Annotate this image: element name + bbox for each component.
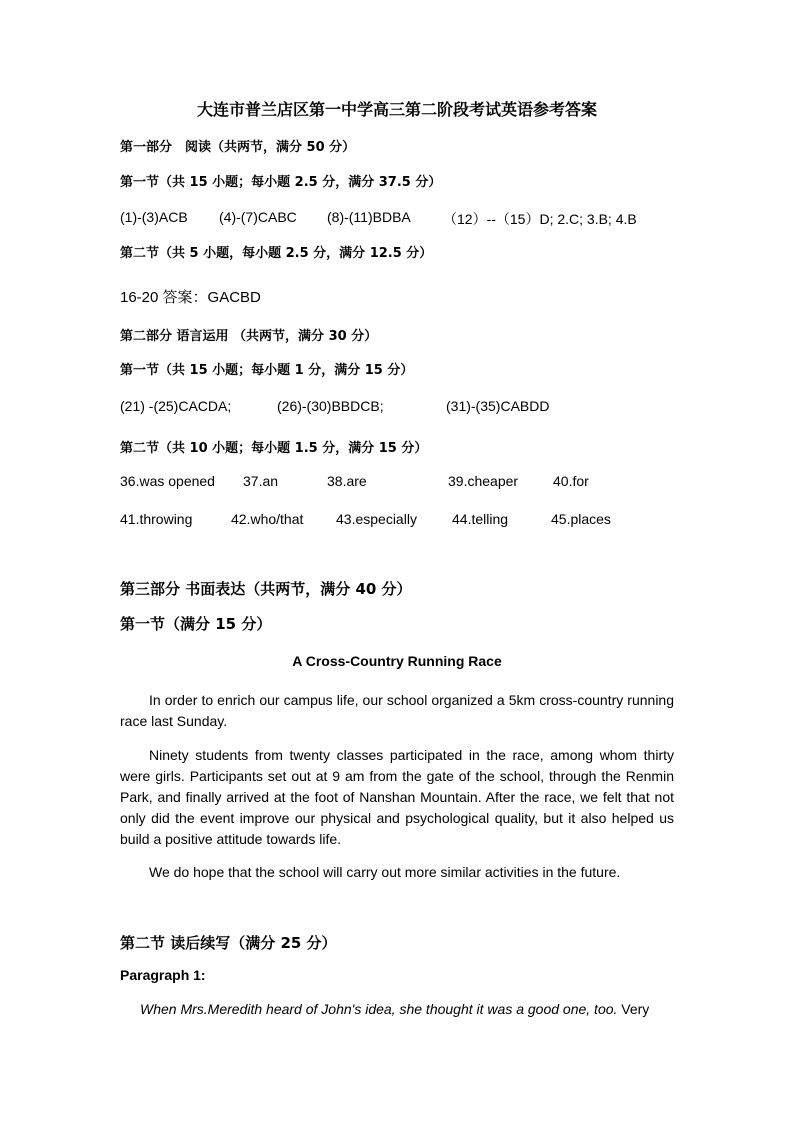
essay-title: A Cross-Country Running Race xyxy=(292,653,502,669)
answer-45: 45.places xyxy=(551,511,611,527)
part3-sec1-heading: 第一节（满分 15 分） xyxy=(120,615,272,633)
continuation-plain-text: Very xyxy=(617,1001,650,1017)
continuation-italic-text: When Mrs.Meredith heard of John's idea, she thought it was a good one, too. xyxy=(140,1001,618,1017)
answer-8-11: (8)-(11)BDBA xyxy=(327,209,411,225)
page-title: 大连市普兰店区第一中学高三第二阶段考试英语参考答案 xyxy=(196,100,597,119)
continuation-paragraph xyxy=(120,999,674,1020)
part3-sec2-heading: 第二节 读后续写（满分 25 分） xyxy=(120,934,337,952)
answer-26-30: (26)-(30)BBDCB; xyxy=(277,398,384,414)
answer-38: 38.are xyxy=(327,473,367,489)
paragraph-1-label: Paragraph 1: xyxy=(120,967,206,983)
part1-heading: 第一部分 阅读（共两节，满分 50 分） xyxy=(120,140,356,155)
answer-21-25: (21) -(25)CACDA; xyxy=(120,398,232,414)
part2-heading: 第二部分 语言运用 （共两节，满分 30 分） xyxy=(120,329,378,344)
answer-16-20: 16-20 答案：GACBD xyxy=(120,289,261,306)
part3-heading: 第三部分 书面表达（共两节，满分 40 分） xyxy=(120,580,412,598)
answer-44: 44.telling xyxy=(452,511,509,527)
answer-36: 36.was opened xyxy=(120,473,215,489)
answer-43: 43.especially xyxy=(336,511,417,527)
answer-40: 40.for xyxy=(553,473,589,489)
part1-sec1-heading: 第一节（共 15 小题；每小题 2.5 分，满分 37.5 分） xyxy=(120,175,442,190)
part2-sec1-heading: 第一节（共 15 小题；每小题 1 分，满分 15 分） xyxy=(120,363,414,378)
answer-42: 42.who/that xyxy=(231,511,304,527)
answer-12-15: （12）--（15）D; 2.C; 3.B; 4.B xyxy=(443,211,637,227)
part2-sec2-heading: 第二节（共 10 小题；每小题 1.5 分，满分 15 分） xyxy=(120,441,428,456)
answer-39: 39.cheaper xyxy=(448,473,519,489)
answer-4-7: (4)-(7)CABC xyxy=(219,209,297,225)
part1-sec2-heading: 第二节（共 5 小题，每小题 2.5 分，满分 12.5 分） xyxy=(120,246,433,261)
answer-41: 41.throwing xyxy=(120,511,193,527)
essay-paragraph: In order to enrich our campus life, our school organized a 5km cross-country running race last Sunday. xyxy=(120,692,674,729)
essay-paragraph: Ninety students from twenty classes participated in the race, among whom thirty were girls. Participants set out at 9 am from the gate of the school, through the Renmin Park, and finally arrived at the foot of Nanshan Mountain. After the race, we felt that not only did the event improve our physical and psychological quality, but it also helped us build a positive attitude towards life. xyxy=(120,747,674,847)
answer-31-35: (31)-(35)CABDD xyxy=(446,398,550,414)
answer-1-3: (1)-(3)ACB xyxy=(120,209,188,225)
answer-37: 37.an xyxy=(243,473,279,489)
essay-paragraph: We do hope that the school will carry out more similar activities in the future. xyxy=(149,864,621,880)
